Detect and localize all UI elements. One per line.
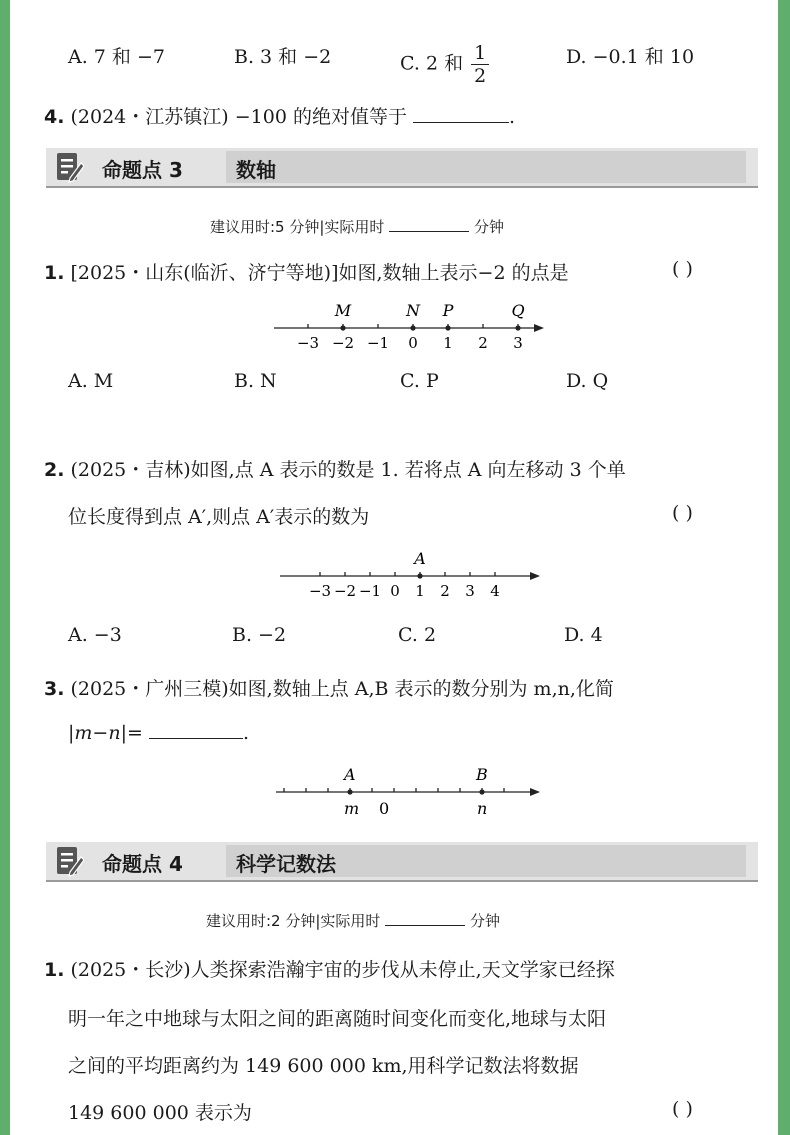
point-label: N	[406, 301, 420, 320]
time-hint-prefix: 建议用时:5 分钟|实际用时	[210, 218, 385, 236]
option-b[interactable]: B. 3 和 −2	[234, 46, 332, 68]
point-b-label: B	[476, 765, 488, 784]
question-text: [2025・山东(临沂、济宁等地)]如图,数轴上表示−2 的点是	[70, 262, 569, 284]
section-title-box	[226, 151, 746, 183]
tick-label: 0	[408, 334, 418, 352]
option-a[interactable]: A. −3	[68, 624, 122, 646]
tick-label: −2	[331, 334, 355, 352]
point-dot	[410, 325, 415, 330]
section-tag: 命题点 4	[102, 852, 183, 876]
option-b[interactable]: B. −2	[232, 624, 287, 646]
section-title: 数轴	[236, 158, 276, 182]
section-tag: 命题点 3	[102, 158, 183, 182]
question-end: .	[509, 106, 516, 128]
fraction-numerator: 1	[471, 42, 489, 65]
question-4	[44, 102, 515, 129]
question-number: 3.	[44, 678, 65, 700]
label-n: n	[477, 799, 488, 818]
axis-arrow	[534, 324, 544, 332]
point-a-dot	[347, 789, 352, 794]
time-hint-prefix: 建议用时:2 分钟|实际用时	[206, 912, 381, 930]
question-text-line1: (2025・吉林)如图,点 A 表示的数是 1. 若将点 A 向左移动 3 个单	[70, 459, 626, 481]
question-number: 2.	[44, 459, 65, 481]
label-m: m	[344, 799, 360, 818]
point-dot	[340, 325, 345, 330]
point-dot	[445, 325, 450, 330]
answer-paren[interactable]: ( )	[672, 258, 693, 280]
time-hint	[210, 216, 504, 237]
point-label: P	[442, 301, 454, 320]
question-text-line1: (2025・长沙)人类探索浩瀚宇宙的步伐从未停止,天文学家已经探	[70, 959, 615, 981]
answer-blank[interactable]	[149, 720, 243, 739]
tick-label: 2	[440, 582, 450, 600]
tick-label: −1	[366, 334, 390, 352]
option-b[interactable]: B. N	[234, 370, 277, 392]
point-b-dot	[479, 789, 484, 794]
question-number: 1.	[44, 262, 65, 284]
cutoff-line	[70, 0, 750, 5]
number-line-3	[272, 760, 552, 822]
question-4-1-line4: 149 600 000 表示为	[68, 1102, 252, 1124]
time-hint-suffix: 分钟	[469, 912, 500, 930]
option-d[interactable]: D. Q	[566, 370, 609, 392]
time-hint	[206, 910, 500, 931]
tick-label: 1	[415, 582, 425, 600]
point-dot	[515, 325, 520, 330]
option-c[interactable]	[400, 42, 489, 87]
tick-label: −3	[308, 582, 332, 600]
question-3-1	[44, 258, 569, 285]
tick-label: 1	[443, 334, 453, 352]
section-header-4	[46, 842, 758, 882]
question-number: 1.	[44, 959, 65, 981]
answer-blank[interactable]	[413, 104, 509, 123]
question-number: 4.	[44, 106, 65, 128]
question-text-line2: 位长度得到点 A′,则点 A′表示的数为	[68, 506, 370, 528]
question-text-line2: |m−n|=	[68, 722, 143, 744]
point-label: Q	[511, 301, 525, 320]
pencil-note-icon	[54, 844, 84, 878]
option-c-prefix: C. 2 和	[400, 52, 464, 75]
option-d[interactable]: D. 4	[564, 624, 603, 646]
question-4-1-line3: 之间的平均距离约为 149 600 000 km,用科学记数法将数据	[68, 1055, 579, 1077]
question-3-2-line2	[68, 502, 369, 529]
option-a[interactable]: A. M	[68, 370, 114, 392]
tick-label: 3	[465, 582, 475, 600]
answer-paren[interactable]: ( )	[672, 502, 693, 524]
number-line-2	[278, 544, 548, 606]
label-zero: 0	[379, 799, 390, 818]
option-c[interactable]: C. P	[400, 370, 439, 392]
answer-paren[interactable]: ( )	[672, 1098, 693, 1120]
tick-label: 2	[478, 334, 488, 352]
point-a-label: A	[414, 549, 426, 568]
time-hint-suffix: 分钟	[473, 218, 504, 236]
question-text: (2024・江苏镇江) −100 的绝对值等于	[70, 106, 407, 128]
axis-arrow	[530, 788, 540, 796]
pencil-note-icon	[54, 150, 84, 184]
question-3-3-line2	[68, 720, 249, 744]
option-c[interactable]: C. 2	[398, 624, 437, 646]
point-label: M	[334, 301, 352, 320]
tick-label: −1	[358, 582, 382, 600]
point-a-label: A	[344, 765, 356, 784]
option-d[interactable]: D. −0.1 和 10	[566, 46, 695, 68]
option-a[interactable]: A. 7 和 −7	[68, 46, 165, 68]
fraction-denominator: 2	[474, 65, 487, 87]
question-3-3-line1	[44, 674, 614, 701]
tick-label: −2	[333, 582, 357, 600]
section-title-box	[226, 845, 746, 877]
question-4-1-line2: 明一年之中地球与太阳之间的距离随时间变化而变化,地球与太阳	[68, 1008, 607, 1030]
tick-label: −3	[296, 334, 320, 352]
number-line-1	[270, 296, 550, 356]
tick-label: 3	[513, 334, 523, 352]
question-3-2-line1	[44, 455, 626, 482]
time-blank[interactable]	[385, 911, 465, 926]
question-text-line1: (2025・广州三模)如图,数轴上点 A,B 表示的数分别为 m,n,化简	[70, 678, 614, 700]
tick-label: 0	[390, 582, 400, 600]
section-title: 科学记数法	[236, 852, 336, 876]
question-end: .	[242, 722, 249, 744]
point-a-dot	[417, 573, 422, 578]
section-header-3	[46, 148, 758, 188]
question-4-1-line1	[44, 955, 615, 982]
tick-label: 4	[490, 582, 500, 600]
time-blank[interactable]	[389, 217, 469, 232]
worksheet-page	[10, 0, 778, 1135]
fraction	[471, 42, 489, 87]
